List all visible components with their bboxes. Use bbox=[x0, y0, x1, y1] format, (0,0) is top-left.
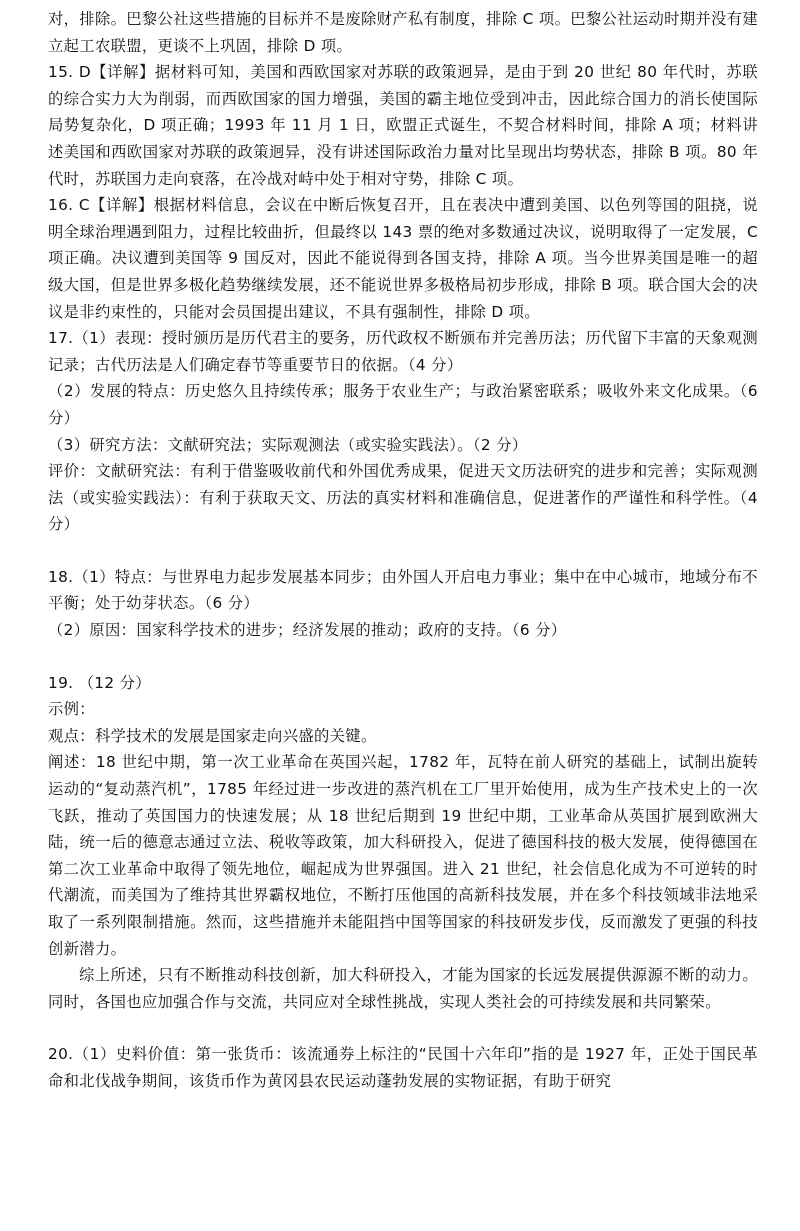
paragraph-q19-heading: 19. （12 分） bbox=[48, 673, 151, 692]
paragraph-q17-part2: （2）发展的特点：历史悠久且持续传承；服务于农业生产；与政治紧密联系；吸收外来文化成果。（6 分） bbox=[48, 382, 758, 427]
paragraph-q19-example: 示例： bbox=[48, 700, 95, 719]
paragraph-q14-tail: 对，排除。巴黎公社这些措施的目标并不是废除财产私有制度，排除 C 项。巴黎公社运动时期并没有建立起工农联盟，更谈不上巩固，排除 D 项。 bbox=[48, 10, 758, 55]
paragraph-q17-part1: 17.（1）表现：授时颁历是历代君主的要务，历代政权不断颁布并完善历法；历代留下丰富的天象观测记录；古代历法是人们确定春节等重要节日的依据。（4 分） bbox=[48, 329, 758, 374]
paragraph-q16: 16. C【详解】根据材料信息，会议在中断后恢复召开，且在表决中遭到美国、以色列等国的阻挠，说明全球治理遇到阻力，过程比较曲折，但最终以 143 票的绝对多数通过决议，说明取得了一定发展，C 项正确。决议遭到美国等 9 国反对，因此不能说得到各国支持，排除 A 项。当今世界美国是唯一的超级大国，但是世界多极化趋势继续发展，还不能说世界多极格局初步形成，排除 B 项。联合国大会的决议是非约束性的，只能对会员国提出建议，不具有强制性，排除 D 项。 bbox=[48, 196, 758, 321]
paragraph-q19-conclusion: 综上所述，只有不断推动科技创新，加大科研投入，才能为国家的长远发展提供源源不断的动力。同时，各国也应加强合作与交流，共同应对全球性挑战，实现人类社会的可持续发展和共同繁荣。 bbox=[48, 966, 758, 1011]
spacer bbox=[48, 644, 758, 670]
paragraph-q18-part2: （2）原因：国家科学技术的进步；经济发展的推动；政府的支持。（6 分） bbox=[48, 621, 567, 640]
paragraph-q18-part1: 18.（1）特点：与世界电力起步发展基本同步；由外国人开启电力事业；集中在中心城市，地域分布不平衡；处于幼芽状态。（6 分） bbox=[48, 567, 758, 613]
paragraph-q19-elaboration: 阐述：18 世纪中期，第一次工业革命在英国兴起，1782 年，瓦特在前人研究的基础上，试制出旋转运动的“复动蒸汽机”，1785 年经过进一步改进的蒸汽机在工厂里开始使用，成为生产技术史上的一次飞跃，推动了英国国力的快速发展；从 18 世纪后期到 19 世纪中期，工业革命从英国扩展到欧洲大陆，统一后的德意志通过立法、税收等政策，加大科研投入，促进了德国科技的极大发展，使得德国在第二次工业革命中取得了领先地位，崛起成为世界强国。进入 21 世纪，社会信息化成为不可逆转的时代潮流，而美国为了维持其世界霸权地位，不断打压他国的高新科技发展，并在多个科技领域非法地采取了一系列限制措施。然而，这些措施并未能阻挡中国等国家的科技研发步伐，反而激发了更强的科技创新潜力。 bbox=[48, 753, 758, 958]
spacer bbox=[48, 1015, 758, 1041]
spacer bbox=[48, 538, 758, 564]
paragraph-q19-viewpoint: 观点：科学技术的发展是国家走向兴盛的关键。 bbox=[48, 726, 377, 745]
paragraph-q17-evaluation: 评价：文献研究法：有利于借鉴吸收前代和外国优秀成果，促进天文历法研究的进步和完善；实际观测法（或实验实践法）：有利于获取天文、历法的真实材料和准确信息，促进著作的严谨性和科学性。（4 分） bbox=[48, 462, 758, 534]
paragraph-q15: 15. D【详解】据材料可知，美国和西欧国家对苏联的政策迥异，是由于到 20 世纪 80 年代时，苏联的综合实力大为削弱，而西欧国家的国力增强，美国的霸主地位受到冲击，因此综合国力的消长使国际局势复杂化，D 项正确；1993 年 11 月 1 日，欧盟正式诞生，不契合材料时间，排除 A 项；材料讲述美国和西欧国家对苏联的政策迥异，没有讲述国际政治力量对比呈现出均势状态，排除 B 项。80 年代时，苏联国力走向衰落，在冷战对峙中处于相对守势，排除 C 项。 bbox=[48, 63, 758, 188]
paragraph-q17-part3: （3）研究方法：文献研究法；实际观测法（或实验实践法）。（2 分） bbox=[48, 435, 528, 454]
paragraph-q20-part1: 20.（1）史料价值：第一张货币：该流通券上标注的“民国十六年印”指的是 1927 年，正处于国民革命和北伐战争期间，该货币作为黄冈县农民运动蓬勃发展的实物证据，有助于研究 bbox=[48, 1045, 758, 1090]
